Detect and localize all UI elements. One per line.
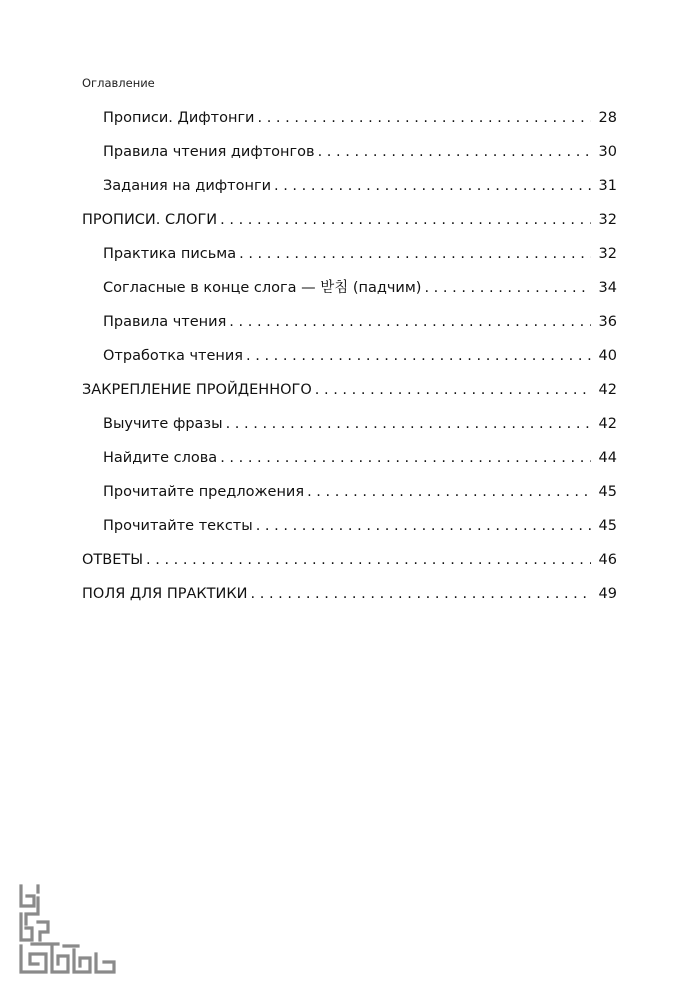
toc-section-page: 49 bbox=[598, 586, 617, 602]
toc-entry[interactable] bbox=[103, 516, 617, 536]
toc-entry-title: Найдите слова bbox=[103, 450, 218, 466]
toc-section-title: ЗАКРЕПЛЕНИЕ ПРОЙДЕННОГО bbox=[82, 382, 312, 398]
toc-entry-page: 40 bbox=[598, 348, 617, 364]
toc-entry-title: Прочитайте тексты bbox=[103, 518, 253, 534]
toc-leader-dots bbox=[226, 414, 591, 434]
toc-entry-title: Отработка чтения bbox=[103, 348, 244, 364]
toc-entry-page: 45 bbox=[598, 484, 617, 500]
toc-entry-page: 34 bbox=[598, 280, 617, 296]
toc-section-title: ПРОПИСИ. СЛОГИ bbox=[82, 212, 218, 228]
toc-entry[interactable] bbox=[103, 176, 617, 196]
toc-entry-title: Выучите фразы bbox=[103, 416, 223, 432]
toc-section-title: ОТВЕТЫ bbox=[82, 552, 144, 568]
toc-entry-page: 28 bbox=[598, 110, 617, 126]
toc-entry-title: Прочитайте предложения bbox=[103, 484, 305, 500]
toc-entry-title: Согласные в конце слога — 받침 (падчим) bbox=[103, 280, 422, 296]
toc-entry-page: 44 bbox=[598, 450, 617, 466]
toc-leader-dots bbox=[220, 448, 591, 468]
toc-entry-page: 42 bbox=[598, 416, 617, 432]
toc-entry[interactable] bbox=[103, 346, 617, 366]
toc-entry[interactable] bbox=[103, 244, 617, 264]
toc-entry-title: Задания на дифтонги bbox=[103, 178, 271, 194]
toc-entry-title: Правила чтения bbox=[103, 314, 227, 330]
toc-section[interactable] bbox=[82, 550, 617, 570]
toc-entry[interactable] bbox=[103, 482, 617, 502]
toc-entry-title: Правила чтения дифтонгов bbox=[103, 144, 315, 160]
toc-leader-dots bbox=[256, 516, 591, 536]
toc-entry-page: 30 bbox=[598, 144, 617, 160]
toc-section-page: 32 bbox=[598, 212, 617, 228]
running-head: Оглавление bbox=[82, 76, 155, 90]
toc-leader-dots bbox=[258, 108, 592, 128]
toc-leader-dots bbox=[146, 550, 591, 570]
toc-entry[interactable] bbox=[103, 278, 617, 298]
toc-leader-dots bbox=[424, 278, 591, 298]
toc-leader-dots bbox=[274, 176, 591, 196]
toc-section-title: ПОЛЯ ДЛЯ ПРАКТИКИ bbox=[82, 586, 248, 602]
toc-leader-dots bbox=[315, 380, 591, 400]
toc-leader-dots bbox=[246, 346, 591, 366]
toc-leader-dots bbox=[239, 244, 591, 264]
toc-entry-page: 32 bbox=[598, 246, 617, 262]
toc-entry-title: Практика письма bbox=[103, 246, 237, 262]
toc-entry-page: 45 bbox=[598, 518, 617, 534]
toc-section[interactable] bbox=[82, 380, 617, 400]
toc-section-page: 42 bbox=[598, 382, 617, 398]
toc-leader-dots bbox=[307, 482, 591, 502]
toc-entry[interactable] bbox=[103, 142, 617, 162]
toc-entry[interactable] bbox=[103, 414, 617, 434]
toc-section[interactable] bbox=[82, 584, 617, 604]
toc-entry[interactable] bbox=[103, 108, 617, 128]
toc-section-page: 46 bbox=[598, 552, 617, 568]
toc-entry[interactable] bbox=[103, 448, 617, 468]
toc-entry-page: 36 bbox=[598, 314, 617, 330]
toc-leader-dots bbox=[318, 142, 591, 162]
toc-leader-dots bbox=[251, 584, 591, 604]
toc-entry-page: 31 bbox=[598, 178, 617, 194]
toc-leader-dots bbox=[229, 312, 591, 332]
korean-knot-ornament-icon bbox=[18, 884, 118, 980]
toc-entry[interactable] bbox=[103, 312, 617, 332]
toc-section[interactable] bbox=[82, 210, 617, 230]
toc-entry-title: Прописи. Дифтонги bbox=[103, 110, 255, 126]
toc-leader-dots bbox=[220, 210, 591, 230]
